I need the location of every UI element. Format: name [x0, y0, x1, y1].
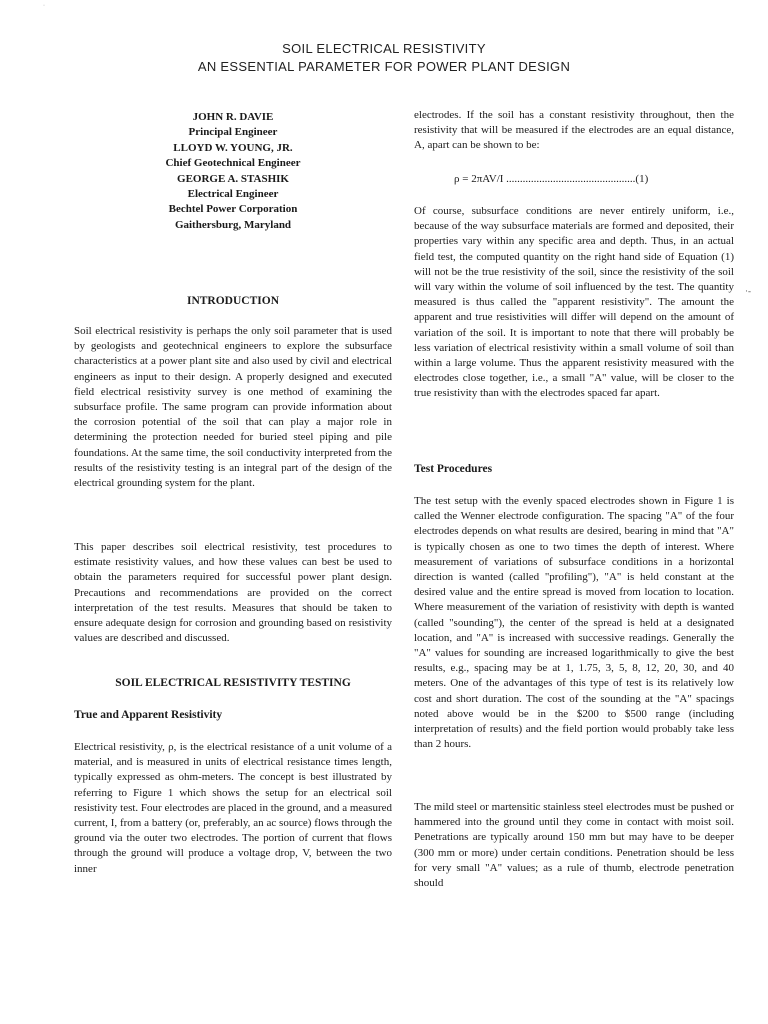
resistivity-paragraph-1: Electrical resistivity, ρ, is the electrical resistance of a unit volume of a material, and is measured in units of electrical resistance times length, typically expressed as ohm-meters. The concept is best illustrated by referring to Figure 1 which shows the setup for an electrical soil resistivity test. Four electrodes are placed in the ground, and a measured current, I, from a battery (or, preferably, an ac source) flows through the ground via the outer two electrodes. The portion of current that flows through the ground will produce a voltage drop, V, between the two inner — [74, 741, 392, 875]
author-name: JOHN R. DAVIE — [192, 111, 274, 123]
equation-1: ρ = 2πAV/I ...............................................(1) — [454, 173, 649, 185]
scan-mark: · — [43, 3, 45, 9]
author-role: Principal Engineer — [188, 126, 278, 139]
subheading-true-apparent: True and Apparent Resistivity — [74, 709, 223, 721]
scan-mark: ·- — [745, 286, 751, 296]
heading-resistivity-testing: SOIL ELECTRICAL RESISTIVITY TESTING — [115, 677, 351, 689]
subheading-test-procedures: Test Procedures — [414, 463, 493, 475]
right-paragraph-2: Of course, subsurface conditions are never entirely uniform, i.e., because of the way subsurface materials are formed and deposited, their properties vary within any specific area and depth. Thus, in an actual field test, the computed quantity on the right hand side of Equation (1) will not be the true resistivity of the soil, since the resistivity of the soil will vary within the volume of soil influenced by the test. The quantity measured is thus called the "apparent resistivity". The amount the apparent and true resistivities will differ will depend on the amount of variation of the soil. It is important to note that there will probably be less variation of electrical resistivity within a small volume of soil than within a large volume. Thus the apparent resistivity measured with the electrodes close together, i.e., a small "A" value, will be closer to the true resistivity than with the electrodes spaced far apart. — [414, 205, 734, 400]
affiliation-org: Bechtel Power Corporation — [168, 203, 298, 216]
title-line-1: SOIL ELECTRICAL RESISTIVITY — [282, 41, 486, 56]
paper-title — [0, 40, 768, 76]
author-role: Chief Geotechnical Engineer — [165, 157, 301, 170]
right-paragraph-4: The mild steel or martensitic stainless steel electrodes must be pushed or hammered into the ground until they come in contact with moist soil. Penetrations are typically around 150 mm but may have to be deeper (300 mm or more) under certain conditions. Penetration should be less for very small "A" values; as a rule of thumb, electrode penetration should — [414, 801, 734, 890]
author-name: LLOYD W. YOUNG, JR. — [173, 141, 293, 154]
affiliation-location: Gaithersburg, Maryland — [174, 218, 292, 231]
intro-paragraph-1: Soil electrical resistivity is perhaps the only soil parameter that is used by geologists and geotechnical engineers to explore the subsurface characteristics at a power plant site and also used by civil and electrical engineers as input to their design. A properly designed and executed field electrical resistivity survey is one method of examining the subsurface profile. The same program can provide information about the corrosion potential of the soil that can play a major role in determining the protection needed for buried steel piping and pile foundations. At the same time, the soil conductivity interpreted from the results of the resistivity testing is an integral part of the design of the electrical grounding system for the plant. — [74, 325, 392, 490]
author-block — [74, 110, 392, 233]
author-name: GEORGE A. STASHIK — [177, 172, 289, 185]
right-paragraph-1: electrodes. If the soil has a constant resistivity throughout, then the resistivity that will be measured if the electrodes are an equal distance, A, apart can be shown to be: — [414, 109, 734, 152]
intro-paragraph-2: This paper describes soil electrical resistivity, test procedures to estimate resistivity values, and how these values can best be used to obtain the parameters required for successful power plant design. Precautions and recommendations are provided on the correct interpretation of the test results. Measures that should be taken to ensure adequate design for corrosion and grounding based on resistivity values are described and discussed. — [74, 541, 392, 645]
title-line-2: AN ESSENTIAL PARAMETER FOR POWER PLANT DESIGN — [197, 59, 571, 74]
author-role: Electrical Engineer — [187, 188, 279, 201]
heading-introduction: INTRODUCTION — [186, 295, 279, 307]
right-paragraph-3: The test setup with the evenly spaced electrodes shown in Figure 1 is called the Wenner electrode configuration. The spacing "A" of the four electrodes depends on what results are desired, bearing in mind that "A" is typically chosen as one to two times the depth of interest. Where measurement of variations of subsurface conditions in a horizontal direction is wanted (called "profiling"), "A" is held constant at the desired value and the entire spread is moved from location to location. Where measurement of the variation of resistivity with depth is wanted (called "sounding"), the center of the spread is held at a designated location, and "A" is increased with successive readings. Generally the "A" values for sounding are increased logarithmically to give the best results, e.g., spacing may be at 1, 1.75, 3, 5, 8, 12, 20, 30, and 40 meters. One of the advantages of this type of test is its relatively low cost and short duration. The cost of the sounding at the "A" spacings noted above would be in the $200 to $500 range (including interpretation of results) and the field portion would probably take less than 2 hours. — [414, 495, 734, 751]
